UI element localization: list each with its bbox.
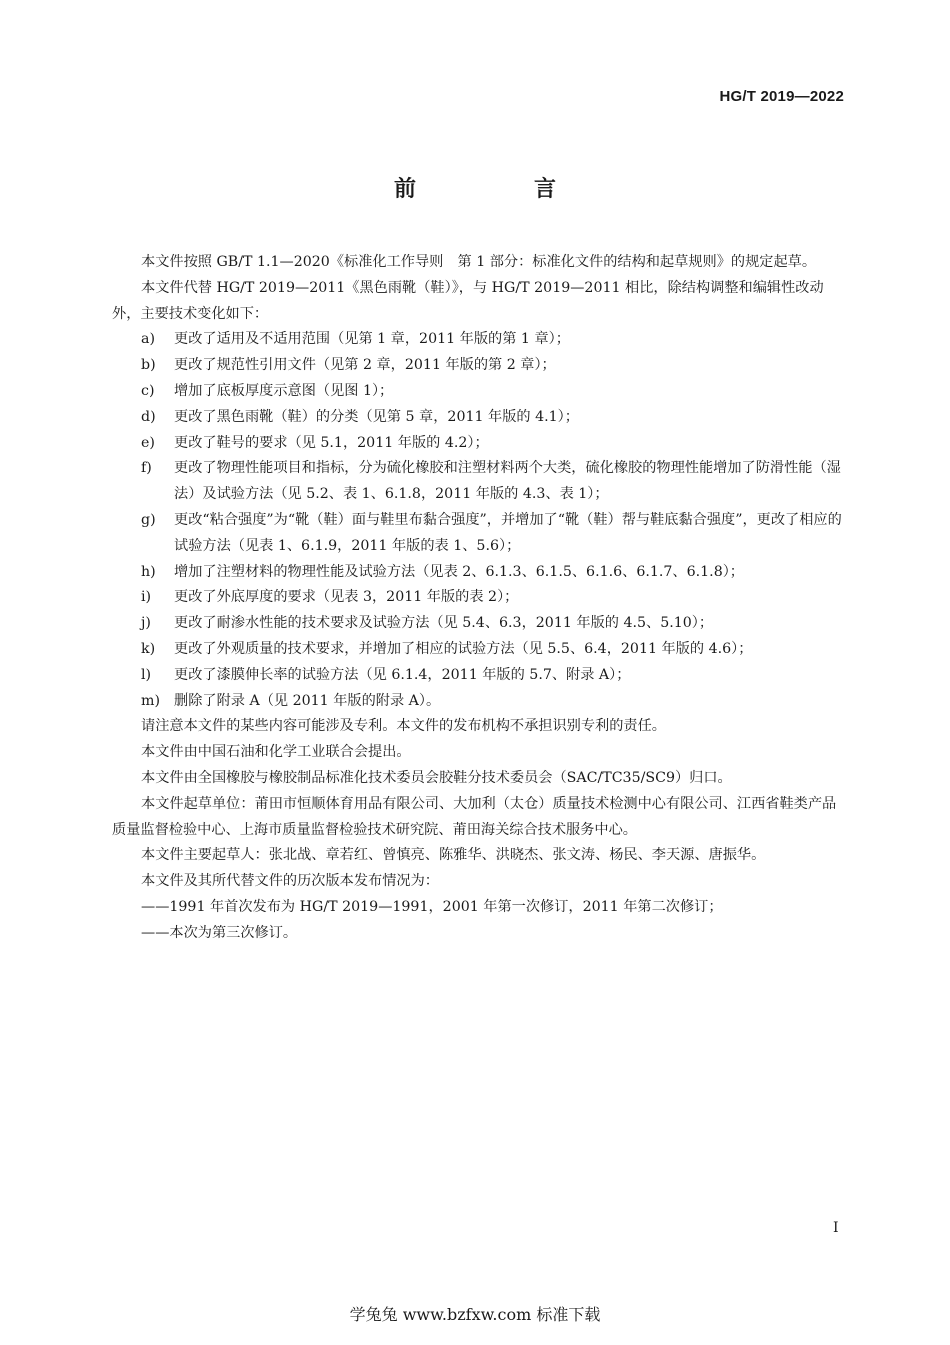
list-marker: g) bbox=[141, 511, 156, 528]
list-item bbox=[112, 637, 848, 663]
intro-paragraph: 本文件按照 GB/T 1.1—2020《标准化工作导则 第 1 部分：标准化文件的结构和起草规则》的规定起草。 bbox=[141, 254, 817, 270]
list-marker: e) bbox=[141, 434, 155, 451]
list-text: 更改了外底厚度的要求（见表 3，2011 年版的表 2）； bbox=[174, 589, 519, 606]
list-text: 更改了鞋号的要求（见 5.1，2011 年版的 4.2）； bbox=[174, 434, 489, 451]
drafting-units: 本文件起草单位：莆田市恒顺体育用品有限公司、大加利（太仓）质量技术检测中心有限公司、江西省鞋类产品质量监督检验中心、上海市质量监督检验技术研究院、莆田海关综合技术服务中心。 bbox=[112, 795, 837, 838]
history-item: ——1991 年首次发布为 HG/T 2019—1991，2001 年第一次修订，2011 年第二次修订； bbox=[141, 898, 723, 915]
list-text: 增加了注塑材料的物理性能及试验方法（见表 2、6.1.3、6.1.5、6.1.6、6.1.7、6.1.8）； bbox=[174, 563, 744, 580]
list-text: 更改了外观质量的技术要求，并增加了相应的试验方法（见 5.5、6.4，2011 年版的 4.6）； bbox=[174, 640, 753, 657]
list-marker: b) bbox=[141, 357, 156, 374]
list-item bbox=[112, 379, 848, 405]
page-title: 前 言 bbox=[393, 177, 604, 202]
list-item bbox=[112, 353, 848, 379]
intro-paragraph: 本文件代替 HG/T 2019—2011《黑色雨靴（鞋）》，与 HG/T 2019—2011 相比，除结构调整和编辑性改动外，主要技术变化如下： bbox=[112, 279, 824, 322]
list-marker: d) bbox=[141, 408, 156, 425]
list-text: 增加了底板厚度示意图（见图 1）； bbox=[174, 382, 394, 399]
list-item bbox=[112, 611, 848, 637]
list-item bbox=[112, 663, 848, 689]
list-marker: m) bbox=[141, 692, 160, 709]
list-text: 更改“粘合强度”为“靴（鞋）面与鞋里布黏合强度”，并增加了“靴（鞋）帮与鞋底黏合强度”，更改了相应的试验方法（见表 1、6.1.9，2011 年版的表 1、5.6）； bbox=[174, 511, 842, 554]
drafters: 本文件主要起草人：张北战、章若红、曾慎亮、陈雅华、洪晓杰、张文涛、杨民、李天源、唐振华。 bbox=[141, 847, 766, 864]
list-marker: j) bbox=[141, 615, 151, 632]
list-marker: a) bbox=[141, 331, 155, 348]
list-marker: h) bbox=[141, 563, 156, 580]
list-marker: k) bbox=[141, 640, 156, 657]
list-item bbox=[112, 405, 848, 431]
changes-list bbox=[112, 327, 848, 714]
list-text: 更改了耐渗水性能的技术要求及试验方法（见 5.4、6.3，2011 年版的 4.5、5.10）； bbox=[174, 615, 714, 632]
list-text: 更改了漆膜伸长率的试验方法（见 6.1.4，2011 年版的 5.7、附录 A）； bbox=[174, 666, 631, 683]
list-text: 删除了附录 A（见 2011 年版的附录 A）。 bbox=[174, 692, 441, 709]
foreword-body bbox=[112, 250, 848, 947]
list-item bbox=[112, 689, 848, 715]
list-text: 更改了黑色雨靴（鞋）的分类（见第 5 章，2011 年版的 4.1）； bbox=[174, 408, 579, 425]
list-item bbox=[112, 456, 848, 508]
list-item bbox=[112, 585, 848, 611]
standard-code: HG/T 2019—2022 bbox=[719, 88, 844, 105]
footer-watermark: 学兔兔 www.bzfxw.com 标准下载 bbox=[349, 1305, 601, 1324]
list-marker: l) bbox=[141, 666, 152, 683]
list-item bbox=[112, 327, 848, 353]
list-text: 更改了规范性引用文件（见第 2 章，2011 年版的第 2 章）； bbox=[174, 357, 556, 374]
list-marker: c) bbox=[141, 382, 155, 399]
list-item bbox=[112, 431, 848, 457]
history-intro: 本文件及其所代替文件的历次版本发布情况为： bbox=[141, 873, 439, 890]
proposer-note: 本文件由中国石油和化学工业联合会提出。 bbox=[141, 744, 411, 761]
list-item bbox=[112, 560, 848, 586]
list-text: 更改了物理性能项目和指标，分为硫化橡胶和注塑材料两个大类，硫化橡胶的物理性能增加了防滑性能（湿法）及试验方法（见 5.2、表 1、6.1.8，2011 年版的 4.3、表 1）； bbox=[174, 460, 841, 503]
patent-note: 请注意本文件的某些内容可能涉及专利。本文件的发布机构不承担识别专利的责任。 bbox=[141, 718, 666, 735]
page-number: Ⅰ bbox=[833, 1220, 839, 1236]
list-item bbox=[112, 508, 848, 560]
list-marker: f) bbox=[141, 460, 152, 477]
committee-note: 本文件由全国橡胶与橡胶制品标准化技术委员会胶鞋分技术委员会（SAC/TC35/SC9）归口。 bbox=[141, 769, 732, 786]
list-marker: i) bbox=[141, 589, 152, 606]
list-text: 更改了适用及不适用范围（见第 1 章，2011 年版的第 1 章）； bbox=[174, 331, 570, 348]
history-item: ——本次为第三次修订。 bbox=[141, 924, 298, 941]
